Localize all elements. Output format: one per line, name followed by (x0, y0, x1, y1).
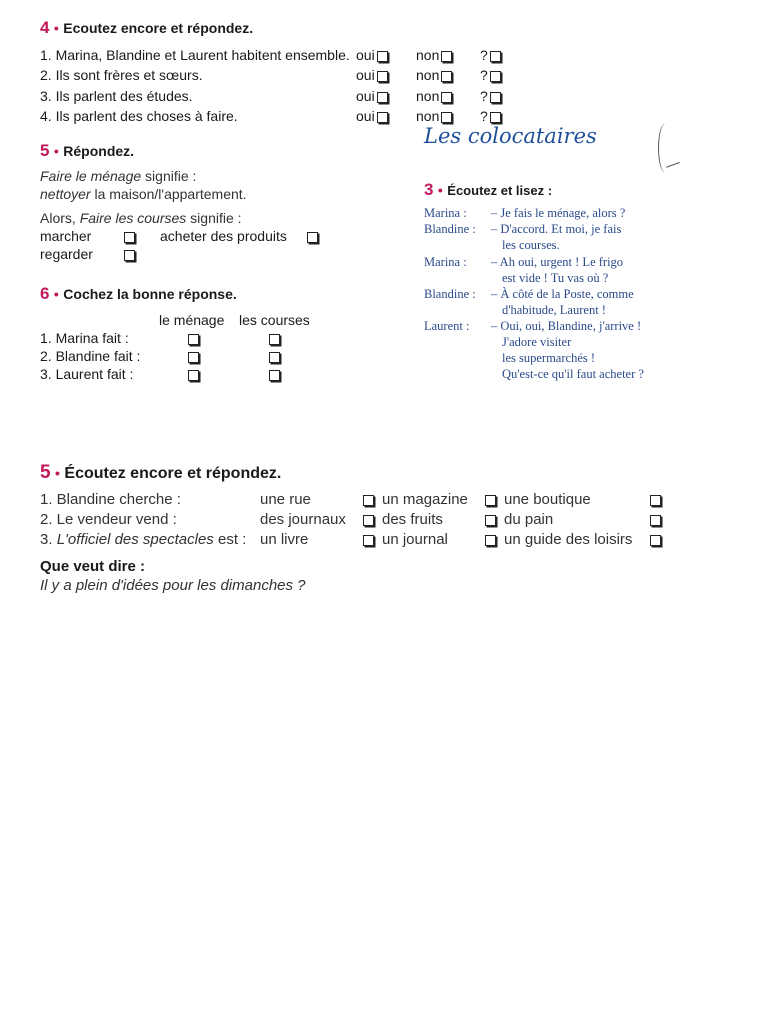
option-label: marcher (40, 228, 92, 244)
option-unknown-label: ? (480, 47, 488, 63)
ex5a-line-2-rest: la maison/l'appartement. (90, 186, 247, 202)
checkbox[interactable] (490, 112, 501, 123)
checkbox[interactable] (485, 535, 496, 546)
ex5a-line-3-rest: signifie : (186, 210, 242, 226)
option-unknown (480, 67, 501, 83)
story-exercise-heading (424, 180, 552, 200)
que-veut-dire-text: Il y a plein d'idées pour les dimanches ? (40, 577, 306, 594)
ex5b-title: Écoutez encore et répondez. (64, 465, 282, 482)
option-label: regarder (40, 246, 93, 262)
bullet-icon: • (53, 143, 59, 159)
story-exercise-number: 3 (424, 180, 434, 199)
ex6-title: Cochez la bonne réponse. (63, 286, 237, 302)
ex6-column-header-menage: le ménage (159, 312, 225, 328)
dialogue-speaker: Marina : (424, 206, 467, 220)
ex5b-option: une boutique (504, 491, 591, 508)
checkbox[interactable] (188, 352, 199, 363)
option-non-label: non (416, 88, 440, 104)
ex5a-line-3-italic: Faire les courses (79, 210, 187, 226)
ex4-number: 4 (40, 18, 50, 37)
que-veut-dire-heading: Que veut dire : (40, 558, 146, 575)
checkbox[interactable] (441, 71, 452, 82)
bullet-icon: • (437, 182, 443, 198)
option-non-label: non (416, 47, 440, 63)
option-non-label: non (416, 108, 440, 124)
ex4-question-3: 3. Ils parlent des études. (40, 88, 193, 104)
ex5a-line-2-italic: nettoyer (40, 186, 91, 202)
checkbox[interactable] (269, 370, 280, 381)
ex5b-option: un magazine (382, 491, 468, 508)
checkbox[interactable] (441, 112, 452, 123)
ex5b-question-3 (40, 531, 246, 548)
option-oui (356, 67, 388, 83)
option-unknown-label: ? (480, 67, 488, 83)
bullet-icon: • (55, 465, 60, 481)
ex6-column-header-courses: les courses (239, 312, 310, 328)
option-oui-label: oui (356, 47, 375, 63)
checkbox[interactable] (377, 71, 388, 82)
checkbox[interactable] (441, 51, 452, 62)
ex5b-option: un guide des loisirs (504, 531, 633, 548)
checkbox[interactable] (650, 515, 661, 526)
dialogue-line: les courses. (502, 238, 560, 252)
option-label: acheter des produits (160, 228, 287, 244)
option-non (416, 67, 452, 83)
option-oui-label: oui (356, 88, 375, 104)
ex4-question-4: 4. Ils parlent des choses à faire. (40, 108, 238, 124)
checkbox[interactable] (377, 92, 388, 103)
ex5b-option: des journaux (260, 511, 346, 528)
option-oui (356, 88, 388, 104)
checkbox[interactable] (650, 495, 661, 506)
checkbox[interactable] (441, 92, 452, 103)
option-non (416, 108, 452, 124)
checkbox[interactable] (650, 535, 661, 546)
checkbox[interactable] (485, 515, 496, 526)
checkbox[interactable] (363, 515, 374, 526)
ex5a-heading (40, 141, 134, 161)
ex5b-option: du pain (504, 511, 554, 528)
ex5b-number: 5 (40, 462, 51, 483)
option-oui (356, 108, 388, 124)
dialogue-line: – Je fais le ménage, alors ? (491, 206, 626, 220)
ex5b-option: une rue (260, 491, 311, 508)
ex4-title: Ecoutez encore et répondez. (63, 20, 254, 36)
checkbox[interactable] (363, 535, 374, 546)
checkbox[interactable] (124, 232, 135, 243)
checkbox[interactable] (377, 51, 388, 62)
checkbox[interactable] (307, 232, 318, 243)
option-oui-label: oui (356, 67, 375, 83)
option-non-label: non (416, 67, 440, 83)
option-unknown (480, 108, 501, 124)
checkbox[interactable] (490, 51, 501, 62)
ex5a-line-1 (40, 168, 196, 184)
ex5b-question-3-prefix: 3. (40, 531, 57, 548)
bullet-icon: • (53, 286, 59, 302)
dialogue-line: Qu'est-ce qu'il faut acheter ? (502, 367, 644, 381)
ex5b-option: un journal (382, 531, 448, 548)
ex6-row-label: 1. Marina fait : (40, 330, 129, 346)
checkbox[interactable] (363, 495, 374, 506)
ex5a-line-2 (40, 186, 247, 202)
ex5a-number: 5 (40, 141, 50, 160)
dialogue-line: – D'accord. Et moi, je fais (491, 222, 622, 236)
dialogue-line: – À côté de la Poste, comme (491, 287, 634, 301)
ex6-number: 6 (40, 284, 50, 303)
checkbox[interactable] (188, 370, 199, 381)
checkbox[interactable] (490, 92, 501, 103)
decorative-arrow-icon (666, 162, 684, 179)
ex5b-option: des fruits (382, 511, 443, 528)
option-non (416, 47, 452, 63)
ex5a-option-acheter (160, 228, 287, 244)
ex5a-line-1-italic: Faire le ménage (40, 168, 142, 184)
checkbox[interactable] (188, 334, 199, 345)
option-unknown-label: ? (480, 88, 488, 104)
ex5a-title: Répondez. (63, 143, 135, 159)
dialogue-speaker: Blandine : (424, 222, 476, 236)
checkbox[interactable] (124, 250, 135, 261)
ex6-row-label: 3. Laurent fait : (40, 366, 134, 382)
checkbox[interactable] (269, 334, 280, 345)
ex5b-option: un livre (260, 531, 309, 548)
dialogue-line: – Oui, oui, Blandine, j'arrive ! (491, 319, 642, 333)
ex5b-question-2: 2. Le vendeur vend : (40, 511, 177, 528)
option-non (416, 88, 452, 104)
ex5b-question-3-italic: L'officiel des spectacles (56, 531, 214, 548)
ex6-heading (40, 284, 237, 304)
ex5a-line-3 (40, 210, 242, 226)
option-unknown (480, 88, 501, 104)
dialogue-speaker: Laurent : (424, 319, 470, 333)
ex4-question-1: 1. Marina, Blandine et Laurent habitent ensemble. (40, 47, 350, 63)
dialogue-line: est vide ! Tu vas où ? (502, 271, 609, 285)
option-oui-label: oui (356, 108, 375, 124)
ex5b-heading (40, 462, 281, 484)
option-unknown (480, 47, 501, 63)
checkbox[interactable] (485, 495, 496, 506)
ex5b-question-1: 1. Blandine cherche : (40, 491, 181, 508)
ex5a-option-marcher (40, 228, 91, 244)
checkbox[interactable] (269, 352, 280, 363)
ex6-row-label: 2. Blandine fait : (40, 348, 141, 364)
dialogue-line: d'habitude, Laurent ! (502, 303, 606, 317)
dialogue-line: les supermarchés ! (502, 351, 596, 365)
option-oui (356, 47, 388, 63)
checkbox[interactable] (377, 112, 388, 123)
ex4-heading (40, 18, 253, 38)
ex5b-question-3-suffix: est : (213, 531, 247, 548)
checkbox[interactable] (490, 71, 501, 82)
option-unknown-label: ? (480, 108, 488, 124)
ex5a-option-regarder (40, 246, 93, 262)
bullet-icon: • (53, 20, 59, 36)
story-exercise-title: Écoutez et lisez : (447, 183, 553, 198)
dialogue-speaker: Marina : (424, 255, 467, 269)
dialogue-speaker: Blandine : (424, 287, 476, 301)
ex4-question-2: 2. Ils sont frères et sœurs. (40, 67, 203, 83)
ex5a-line-1-rest: signifie : (141, 168, 197, 184)
story-title: Les colocataires (424, 124, 597, 148)
dialogue-line: – Ah oui, urgent ! Le frigo (491, 255, 624, 269)
dialogue-line: J'adore visiter (502, 335, 572, 349)
ex5a-line-3-start: Alors, (40, 210, 80, 226)
